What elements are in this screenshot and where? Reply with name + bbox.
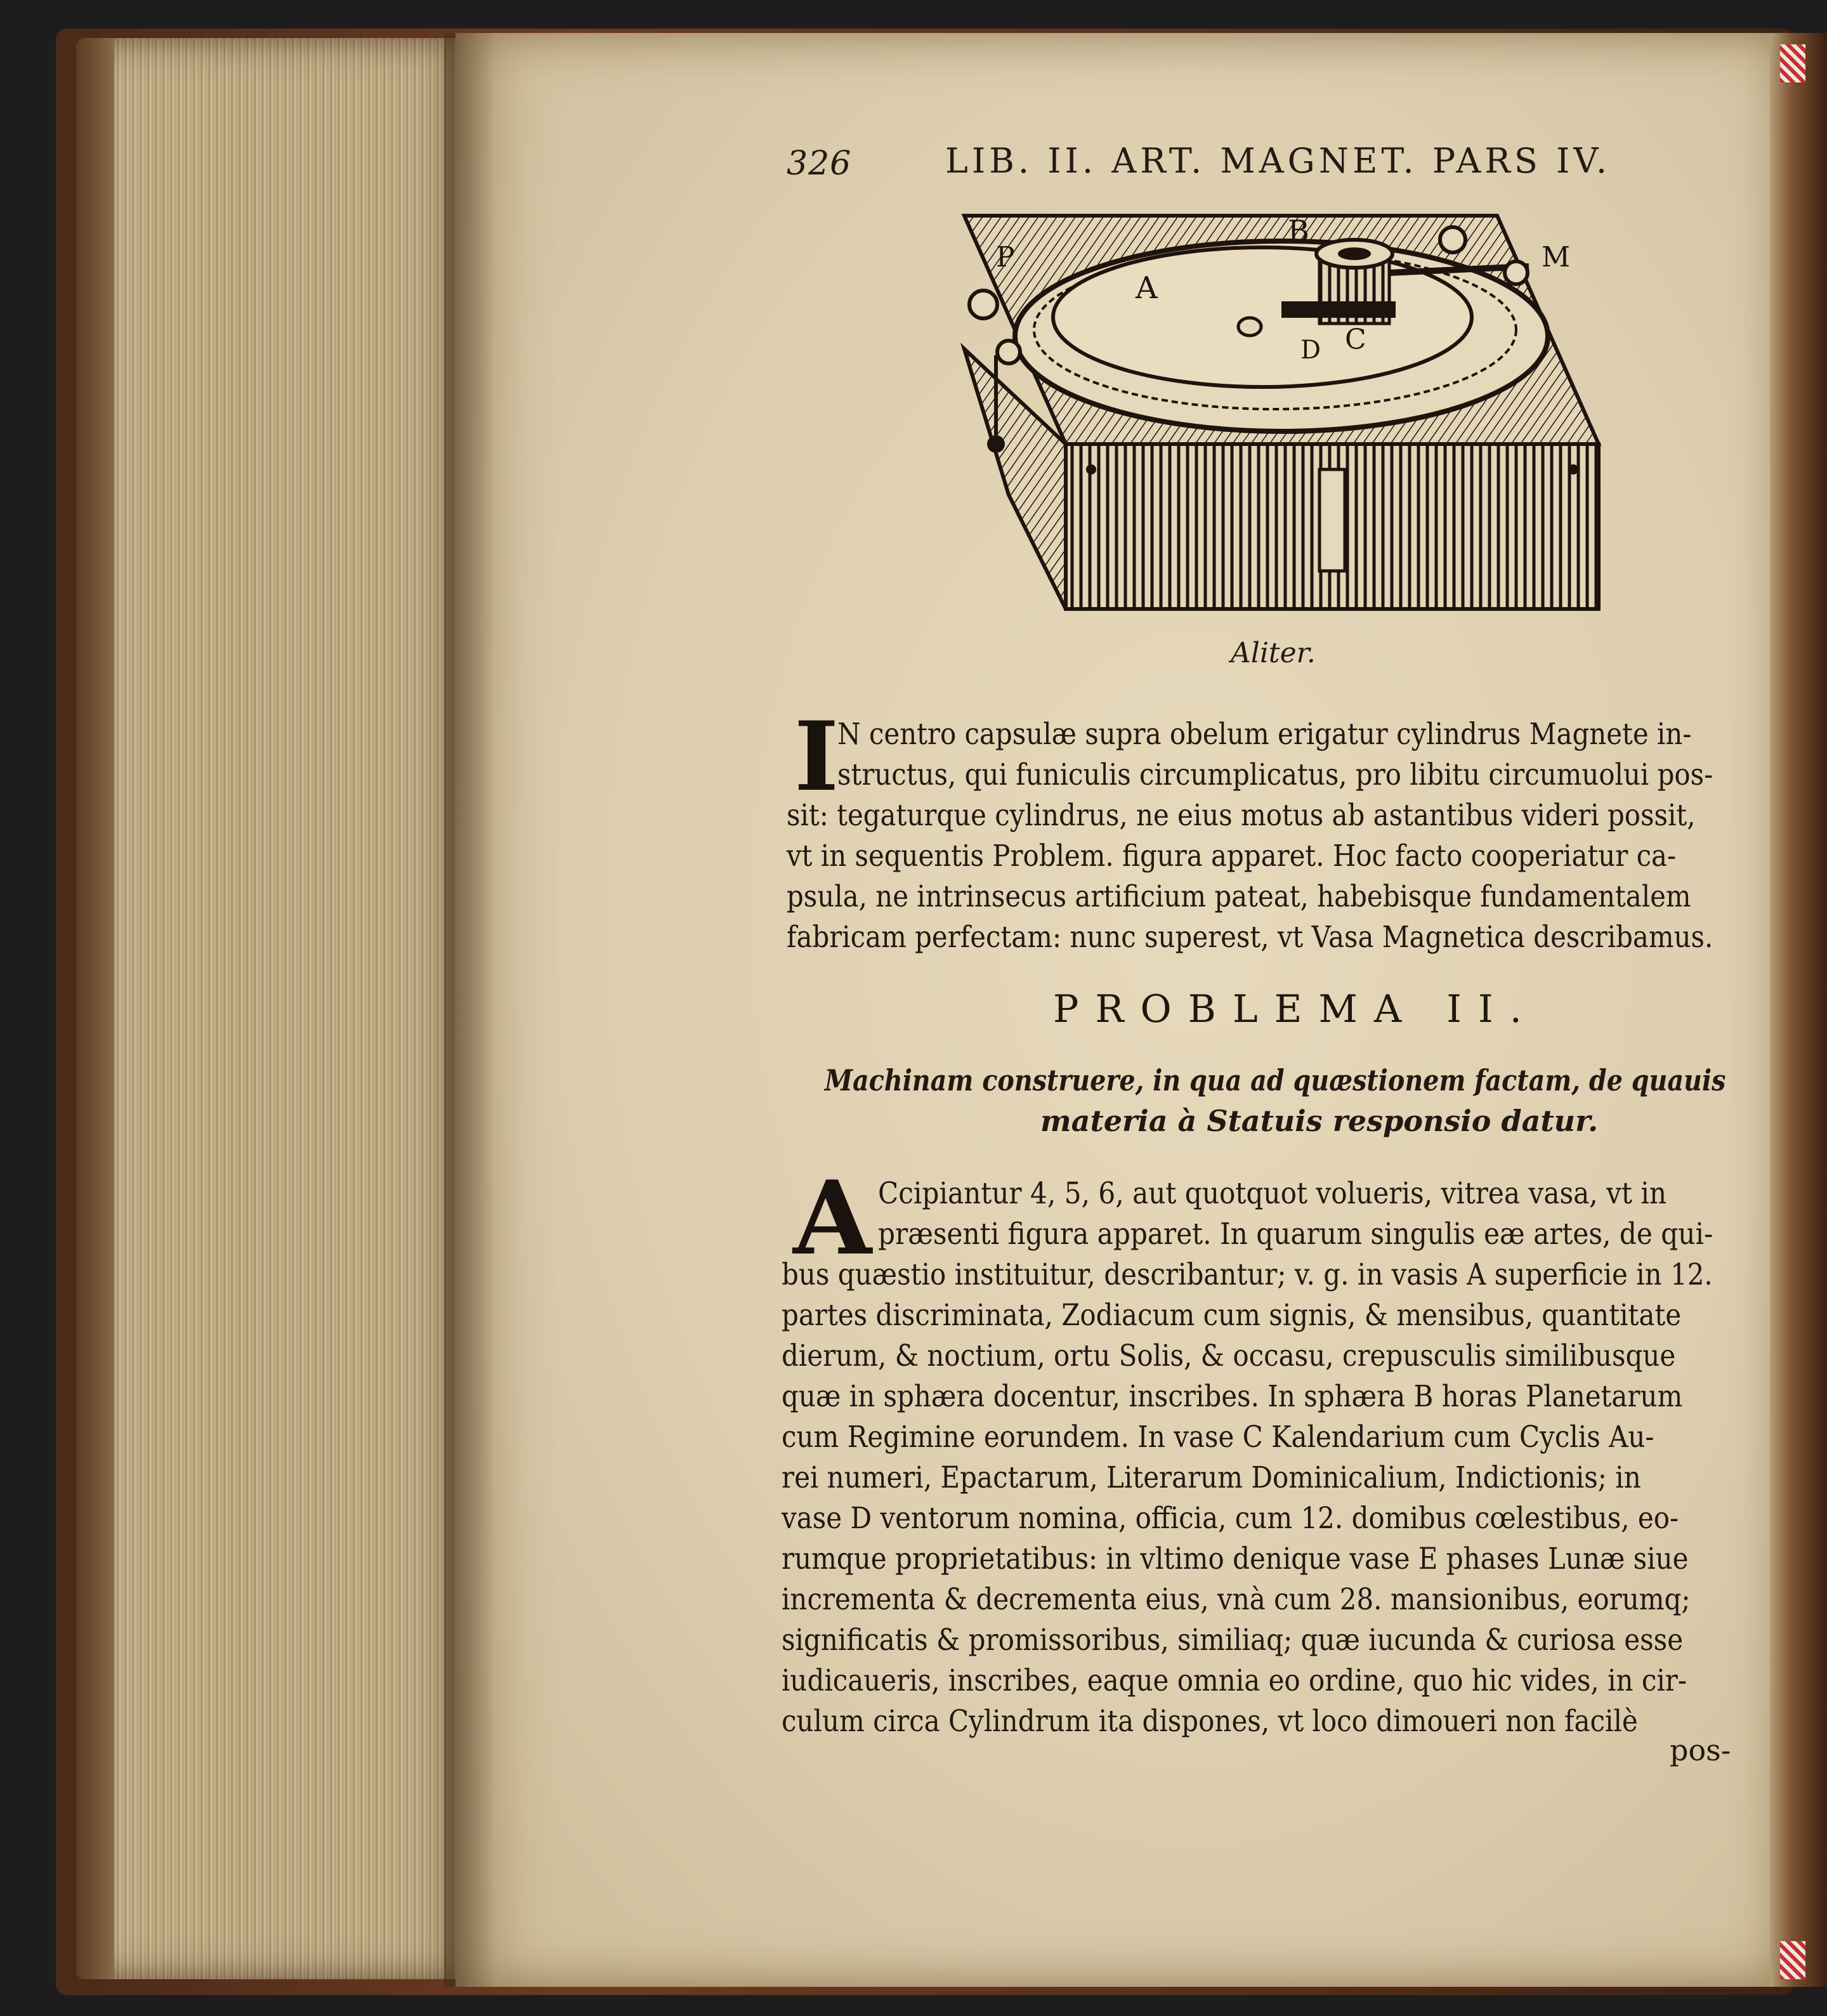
running-head-title: LIB. II. ART. MAGNET. PARS IV. [945,141,1611,181]
center-pivot [1238,318,1261,336]
inner-disc [1053,247,1472,387]
text-line: præsenti figura apparet. In quarum singulis eæ artes, de qui- [878,1217,1713,1252]
pulley-1 [1440,227,1465,252]
text-line: rei numeri, Epactarum, Literarum Dominicalium, Indictionis; in [782,1460,1641,1495]
text-line: bus quæstio instituitur, describantur; v. g. in vasis A superficie in 12. [782,1257,1713,1292]
text-line: vt in sequentis Problem. figura apparet. Hoc facto cooperiatur ca- [787,839,1677,874]
front-knob-right [1568,464,1578,475]
text-line: N centro capsulæ supra obelum erigatur cylindrus Magnete in- [837,717,1692,752]
text-line: significatis & promissoribus, similiaq; quæ iucunda & curiosa esse [782,1623,1684,1658]
drop-cap-i: I [794,701,839,813]
text-line: partes discriminata, Zodiacum cum signis, & mensibus, quantitate [782,1298,1682,1333]
cylinder-hole [1338,247,1371,260]
book-spine-edge [76,38,114,1979]
label-a: A [1136,270,1158,306]
paragraph-1-head [837,714,1820,795]
text-line: culum circa Cylindrum ita dispones, vt loco dimoueri non facilè [782,1704,1638,1739]
text-line: psula, ne intrinsecus artificium pateat, habebisque fundamentalem [787,879,1691,914]
problem-subtitle-line2: materia à Statuis responsio datur. [1040,1104,1599,1138]
text-line: dierum, & noctium, ortu Solis, & occasu, crepusculis similibusque [782,1339,1676,1373]
text-line: iudicaueris, inscribes, eaque omnia eo ordine, quo hic vides, in cir- [782,1663,1687,1698]
pulley-left-1 [969,291,997,318]
text-line: Ccipiantur 4, 5, 6, aut quotquot volueris, vitrea vasa, vt in [878,1176,1667,1211]
problem-subtitle-line1: Machinam construere, in qua ad quæstionem factam, de quauis [825,1063,1726,1097]
drop-cap-a: A [793,1158,872,1278]
text-line: quæ in sphæra docentur, inscribes. In sphæra B horas Planetarum [782,1379,1683,1414]
label-m: M [1542,241,1571,273]
label-d: D [1300,336,1321,365]
paragraph-2-head [878,1174,1808,1255]
slider-bar [1281,301,1396,318]
pulley-2 [1505,261,1528,284]
ribbon-tag-bottom [1780,1941,1805,1979]
label-b: B [1288,214,1309,248]
cord-weight [987,435,1005,453]
catchword: pos- [1670,1733,1731,1767]
gutter-shadow [444,33,495,1987]
woodcut-figure [945,203,1618,615]
paragraph-2-body [782,1255,1824,1742]
front-knob-left [1086,464,1096,475]
front-slot [1320,469,1345,571]
label-c: C [1345,324,1366,356]
text-line: fabricam perfectam: nunc superest, vt Vasa Magnetica describamus. [787,920,1713,955]
running-head [787,141,1649,185]
text-line: cum Regimine eorundem. In vase C Kalendarium cum Cyclis Au- [782,1420,1654,1455]
text-line: rumque proprietatibus: in vltimo denique vase E phases Lunæ siue [782,1541,1689,1576]
paragraph-1-body [787,795,1826,958]
problem-heading: PROBLEMA II. [1053,987,1538,1031]
ribbon-tag-top [1780,44,1805,82]
text-line: vase D ventorum nomina, officia, cum 12. domibus cœlestibus, eo- [782,1501,1679,1536]
text-line: incrementa & decrementa eius, vnà cum 28. mansionibus, eorumq; [782,1582,1691,1617]
pulley-left-2 [997,341,1020,363]
figure-caption: Aliter. [1231,637,1316,669]
left-page-stack [76,38,469,1979]
label-p: P [996,241,1015,273]
text-line: sit: tegaturque cylindrus, ne eius motus ab astantibus videri possit, [787,798,1696,833]
page-number: 326 [787,145,852,183]
text-line: structus, qui funiculis circumplicatus, pro libitu circumuolui pos- [837,757,1713,792]
